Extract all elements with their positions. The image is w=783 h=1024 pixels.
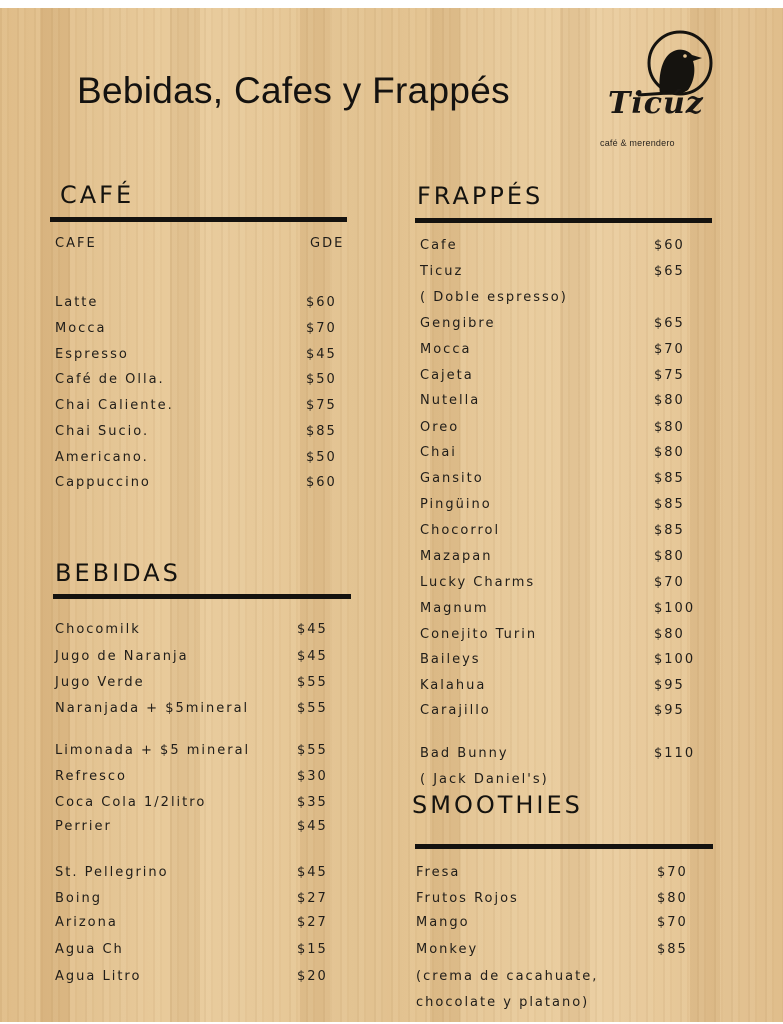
section-title-cafe: CAFÉ xyxy=(60,181,135,209)
menu-item-price: $95 xyxy=(654,678,685,693)
menu-item-name: Mazapan xyxy=(420,549,493,564)
logo-name: Ticúz xyxy=(608,86,704,121)
menu-item xyxy=(420,469,714,489)
menu-item xyxy=(55,913,357,933)
menu-item-price: $20 xyxy=(297,969,328,984)
menu-item-price: $35 xyxy=(297,795,328,810)
menu-item-price: $95 xyxy=(654,703,685,718)
menu-item-name: Agua Litro xyxy=(55,969,142,984)
menu-item-name: Boing xyxy=(55,891,102,906)
cafe-header-row xyxy=(55,234,355,254)
cafe-size-label: GDE xyxy=(310,236,345,251)
menu-item-price: $15 xyxy=(297,942,328,957)
menu-item-price: $80 xyxy=(654,393,685,408)
menu-item-price: $80 xyxy=(654,445,685,460)
menu-item xyxy=(55,473,366,493)
menu-item-name: ( Doble espresso) xyxy=(420,290,568,305)
menu-item-price: $45 xyxy=(306,347,337,362)
menu-item-name: Frutos Rojos xyxy=(416,891,519,906)
menu-item-name: Latte xyxy=(55,295,99,310)
menu-item-price: $100 xyxy=(654,601,696,616)
menu-item-name: Conejito Turin xyxy=(420,627,538,642)
menu-item xyxy=(420,599,714,619)
menu-item-price: $70 xyxy=(654,575,685,590)
menu-item xyxy=(420,547,714,567)
menu-item xyxy=(420,314,714,334)
menu-item-price: $45 xyxy=(297,819,328,834)
menu-item-name: Americano. xyxy=(55,450,149,465)
menu-item xyxy=(55,673,357,693)
menu-item xyxy=(55,940,357,960)
menu-item-name: Limonada + $5 mineral xyxy=(55,743,251,758)
menu-item-name: Chai xyxy=(420,445,457,460)
menu-item-name: Naranjada + $5mineral xyxy=(55,701,250,716)
menu-item-name: Arizona xyxy=(55,915,118,930)
menu-item-price: $85 xyxy=(657,942,688,957)
section-title-frappes: FRAPPÉS xyxy=(417,182,544,210)
menu-item-name: Cafe xyxy=(420,238,458,253)
menu-item-price: $60 xyxy=(306,295,337,310)
menu-item-name: Gansito xyxy=(420,471,484,486)
menu-item-name: Monkey xyxy=(416,942,479,957)
menu-item-name: Mocca xyxy=(55,321,107,336)
menu-item xyxy=(416,913,717,933)
section-divider xyxy=(415,844,713,849)
menu-item-name: Mango xyxy=(416,915,470,930)
menu-item xyxy=(420,744,714,764)
menu-item xyxy=(55,396,366,416)
menu-item xyxy=(55,647,357,667)
menu-item xyxy=(420,521,714,541)
menu-board xyxy=(0,8,783,1022)
menu-item xyxy=(420,770,714,790)
menu-item-price: $80 xyxy=(654,549,685,564)
section-divider xyxy=(50,217,347,222)
menu-item xyxy=(420,676,714,696)
menu-item xyxy=(416,863,717,883)
menu-item xyxy=(420,418,714,438)
menu-item-name: Ticuz xyxy=(420,264,464,279)
menu-item-price: $65 xyxy=(654,264,685,279)
menu-item-price: $70 xyxy=(657,915,688,930)
menu-item xyxy=(420,262,714,282)
menu-item-name: Oreo xyxy=(420,420,460,435)
menu-item-price: $70 xyxy=(654,342,685,357)
menu-item xyxy=(55,370,366,390)
menu-item-price: $80 xyxy=(654,627,685,642)
menu-item xyxy=(416,967,717,987)
menu-item-name: Coca Cola 1/2litro xyxy=(55,795,207,810)
menu-item-price: $60 xyxy=(306,475,337,490)
menu-item xyxy=(55,741,357,761)
menu-item-name: Espresso xyxy=(55,347,129,362)
menu-item-price: $55 xyxy=(297,701,328,716)
menu-item-price: $110 xyxy=(654,746,696,761)
menu-item-name: Refresco xyxy=(55,769,127,784)
section-divider xyxy=(53,594,351,599)
page-title: Bebidas, Cafes y Frappés xyxy=(77,70,510,111)
menu-item-name: Cajeta xyxy=(420,368,474,383)
menu-item-price: $85 xyxy=(306,424,337,439)
menu-item xyxy=(420,340,714,360)
menu-item-price: $27 xyxy=(297,891,328,906)
menu-item-price: $27 xyxy=(297,915,328,930)
menu-item-name: Café de Olla. xyxy=(55,372,165,387)
menu-item xyxy=(416,993,717,1013)
menu-item xyxy=(55,345,366,365)
menu-item xyxy=(420,495,714,515)
menu-item xyxy=(55,620,357,640)
menu-item-name: Bad Bunny xyxy=(420,746,509,761)
menu-item-name: Kalahua xyxy=(420,678,487,693)
menu-item xyxy=(55,889,357,909)
menu-item-price: $55 xyxy=(297,743,328,758)
menu-item xyxy=(420,625,714,645)
menu-item-name: Mocca xyxy=(420,342,472,357)
menu-item-name: St. Pellegrino xyxy=(55,865,169,880)
menu-item-name: ( Jack Daniel's) xyxy=(420,772,549,787)
menu-item-name: Agua Ch xyxy=(55,942,124,957)
menu-item-name: Lucky Charms xyxy=(420,575,536,590)
menu-item-price: $50 xyxy=(306,372,337,387)
menu-item-name: Chocorrol xyxy=(420,523,501,538)
menu-item-price: $85 xyxy=(654,497,685,512)
menu-item xyxy=(420,288,714,308)
menu-item-price: $85 xyxy=(654,471,685,486)
menu-item-name: Chocomilk xyxy=(55,622,141,637)
menu-item-price: $60 xyxy=(654,238,685,253)
menu-item-price: $65 xyxy=(654,316,685,331)
menu-item-price: $75 xyxy=(306,398,337,413)
menu-item-name: Cappuccino xyxy=(55,475,151,490)
menu-item-price: $45 xyxy=(297,622,328,637)
menu-item-name: Gengibre xyxy=(420,316,496,331)
menu-item xyxy=(420,236,714,256)
ticuz-logo xyxy=(598,30,714,152)
cafe-column-label: CAFE xyxy=(55,236,97,251)
menu-item-name: Pingüino xyxy=(420,497,492,512)
menu-item xyxy=(55,817,357,837)
menu-item xyxy=(55,319,366,339)
menu-item xyxy=(416,889,717,909)
menu-item xyxy=(55,293,366,313)
menu-item-name: Jugo de Naranja xyxy=(55,649,189,664)
section-title-bebidas: BEBIDAS xyxy=(55,559,181,587)
menu-item xyxy=(55,699,357,719)
menu-item xyxy=(420,701,714,721)
menu-item xyxy=(420,366,714,386)
menu-item xyxy=(55,793,357,813)
menu-item xyxy=(420,650,714,670)
section-title-smoothies: SMOOTHIES xyxy=(412,791,583,819)
menu-item-price: $75 xyxy=(654,368,685,383)
menu-item-price: $80 xyxy=(654,420,685,435)
menu-item-price: $70 xyxy=(306,321,337,336)
menu-item-name: Jugo Verde xyxy=(55,675,145,690)
logo-subtitle: café & merendero xyxy=(600,138,675,148)
menu-item-price: $45 xyxy=(297,649,328,664)
menu-item-name: Nutella xyxy=(420,393,481,408)
menu-item xyxy=(420,443,714,463)
menu-item-price: $85 xyxy=(654,523,685,538)
menu-item-name: chocolate y platano) xyxy=(416,995,590,1010)
menu-item xyxy=(55,767,357,787)
menu-item xyxy=(55,448,366,468)
menu-item xyxy=(55,863,357,883)
menu-item-price: $55 xyxy=(297,675,328,690)
menu-item-name: Carajillo xyxy=(420,703,491,718)
menu-item-price: $45 xyxy=(297,865,328,880)
menu-item-name: Fresa xyxy=(416,865,461,880)
menu-item-price: $70 xyxy=(657,865,688,880)
menu-item xyxy=(420,573,714,593)
menu-item-name: Baileys xyxy=(420,652,481,667)
menu-item-price: $30 xyxy=(297,769,328,784)
menu-item-price: $100 xyxy=(654,652,696,667)
menu-item xyxy=(420,391,714,411)
menu-item-name: Chai Caliente. xyxy=(55,398,174,413)
menu-item-name: Perrier xyxy=(55,819,112,834)
menu-item-name: Chai Sucio. xyxy=(55,424,150,439)
menu-item xyxy=(55,967,357,987)
menu-item-name: (crema de cacahuate, xyxy=(416,969,599,984)
menu-item xyxy=(416,940,717,960)
menu-item-price: $50 xyxy=(306,450,337,465)
menu-item-name: Magnum xyxy=(420,601,489,616)
menu-item xyxy=(55,422,366,442)
section-divider xyxy=(415,218,712,223)
menu-item-price: $80 xyxy=(657,891,688,906)
